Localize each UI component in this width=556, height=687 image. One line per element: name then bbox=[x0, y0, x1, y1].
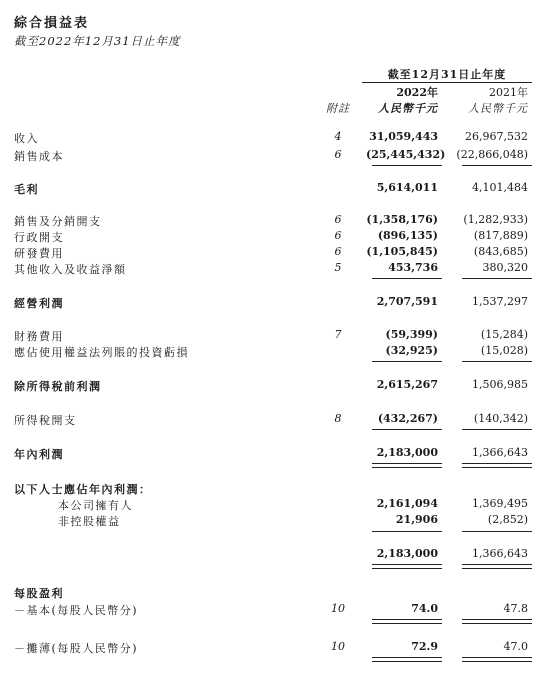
value-2022: (432,267) bbox=[377, 412, 438, 425]
row-income-tax bbox=[0, 412, 556, 428]
subtotal-rule bbox=[462, 429, 532, 430]
value-2022: 21,906 bbox=[395, 513, 438, 526]
row-label: 除所得稅前利潤 bbox=[14, 380, 102, 393]
value-2021: 26,967,532 bbox=[465, 130, 528, 143]
row-rd-expenses bbox=[0, 245, 556, 261]
value-2021: (817,889) bbox=[473, 229, 528, 242]
row-label: 收入 bbox=[14, 132, 39, 145]
row-note: 6 bbox=[334, 148, 342, 161]
value-2022: (1,105,845) bbox=[366, 245, 438, 258]
row-label: 其他收入及收益淨額 bbox=[14, 263, 127, 276]
row-gross-profit bbox=[0, 181, 556, 197]
value-2022: 2,183,000 bbox=[376, 446, 438, 459]
total-double-rule bbox=[372, 564, 442, 569]
row-profit-before-tax bbox=[0, 378, 556, 394]
value-2022: 2,161,094 bbox=[376, 497, 438, 510]
row-revenue bbox=[0, 130, 556, 146]
value-2022: 2,615,267 bbox=[376, 378, 438, 391]
subtotal-rule bbox=[372, 278, 442, 279]
row-label: 銷售成本 bbox=[14, 150, 64, 163]
value-2021: 1,369,495 bbox=[472, 497, 528, 510]
value-2021: (15,284) bbox=[480, 328, 528, 341]
row-admin-expenses bbox=[0, 229, 556, 245]
row-label: 所得稅開支 bbox=[14, 414, 77, 427]
period-header-rule bbox=[362, 82, 532, 83]
row-attributable-total bbox=[0, 547, 556, 563]
row-label: 應佔使用權益法列賬的投資虧損 bbox=[14, 346, 189, 359]
row-note: 5 bbox=[334, 261, 342, 274]
value-2022: (25,445,432) bbox=[366, 148, 446, 161]
row-label: 年內利潤 bbox=[14, 448, 64, 461]
row-share-of-loss bbox=[0, 344, 556, 360]
row-note: 6 bbox=[334, 213, 342, 226]
value-2021: 47.8 bbox=[503, 602, 528, 615]
row-cost-of-sales bbox=[0, 148, 556, 164]
row-label: －攤薄(每股人民幣分) bbox=[14, 642, 139, 655]
row-selling-expenses bbox=[0, 213, 556, 229]
row-finance-costs bbox=[0, 328, 556, 344]
row-label: 非控股權益 bbox=[58, 515, 121, 528]
row-label: 以下人士應佔年內利潤： bbox=[14, 483, 152, 496]
statement-subtitle: 截至2022年12月31日止年度 bbox=[14, 34, 181, 48]
value-2021: 1,506,985 bbox=[472, 378, 528, 391]
row-label: 毛利 bbox=[14, 183, 39, 196]
value-2021: (843,685) bbox=[473, 245, 528, 258]
value-2022: 31,059,443 bbox=[369, 130, 438, 143]
unit-2021-header: 人民幣千元 bbox=[468, 102, 528, 115]
value-2022: 453,736 bbox=[388, 261, 438, 274]
value-2022: (59,399) bbox=[385, 328, 438, 341]
row-label: 研發費用 bbox=[14, 247, 64, 260]
value-2021: (2,852) bbox=[487, 513, 528, 526]
row-note: 10 bbox=[331, 602, 345, 615]
value-2021: 1,537,297 bbox=[472, 295, 528, 308]
value-2022: (1,358,176) bbox=[366, 213, 438, 226]
row-label: 行政開支 bbox=[14, 231, 64, 244]
value-2022: (32,925) bbox=[385, 344, 438, 357]
value-2021: (140,342) bbox=[473, 412, 528, 425]
value-2022: (896,135) bbox=[377, 229, 438, 242]
row-owners bbox=[0, 497, 556, 513]
year-2021-header: 2021年 bbox=[489, 86, 528, 99]
row-label: －基本(每股人民幣分) bbox=[14, 604, 139, 617]
row-other-income bbox=[0, 261, 556, 277]
value-2022: 74.0 bbox=[411, 602, 438, 615]
total-double-rule bbox=[372, 657, 442, 662]
value-2021: 1,366,643 bbox=[472, 446, 528, 459]
row-attributable-heading bbox=[0, 481, 556, 497]
value-2021: 47.0 bbox=[503, 640, 528, 653]
statement-title: 綜合損益表 bbox=[14, 16, 90, 31]
note-column-header: 附註 bbox=[326, 102, 350, 115]
row-label: 財務費用 bbox=[14, 330, 64, 343]
subtotal-rule bbox=[372, 165, 442, 166]
row-label: 每股盈利 bbox=[14, 587, 64, 600]
subtotal-rule bbox=[462, 531, 532, 532]
row-eps-heading bbox=[0, 585, 556, 601]
value-2022: 2,183,000 bbox=[376, 547, 438, 560]
value-2021: 380,320 bbox=[482, 261, 528, 274]
subtotal-rule bbox=[462, 278, 532, 279]
total-double-rule bbox=[372, 619, 442, 624]
unit-2022-header: 人民幣千元 bbox=[378, 102, 438, 115]
row-note: 4 bbox=[334, 130, 342, 143]
period-header: 截至12月31日止年度 bbox=[387, 68, 507, 81]
total-double-rule bbox=[462, 463, 532, 468]
row-operating-profit bbox=[0, 295, 556, 311]
row-profit-for-year bbox=[0, 446, 556, 462]
value-2021: (22,866,048) bbox=[456, 148, 528, 161]
row-note: 6 bbox=[334, 245, 342, 258]
row-eps-diluted bbox=[0, 640, 556, 656]
total-double-rule bbox=[462, 619, 532, 624]
row-note: 6 bbox=[334, 229, 342, 242]
value-2021: 1,366,643 bbox=[472, 547, 528, 560]
subtotal-rule bbox=[372, 429, 442, 430]
total-double-rule bbox=[462, 564, 532, 569]
subtotal-rule bbox=[462, 165, 532, 166]
row-note: 10 bbox=[331, 640, 345, 653]
value-2021: (1,282,933) bbox=[463, 213, 528, 226]
total-double-rule bbox=[372, 463, 442, 468]
row-note: 7 bbox=[334, 328, 342, 341]
value-2021: 4,101,484 bbox=[472, 181, 528, 194]
value-2022: 5,614,011 bbox=[376, 181, 438, 194]
row-eps-basic bbox=[0, 602, 556, 618]
row-label: 本公司擁有人 bbox=[58, 499, 133, 512]
value-2021: (15,028) bbox=[480, 344, 528, 357]
value-2022: 2,707,591 bbox=[376, 295, 438, 308]
row-note: 8 bbox=[334, 412, 342, 425]
subtotal-rule bbox=[372, 531, 442, 532]
subtotal-rule bbox=[462, 361, 532, 362]
subtotal-rule bbox=[372, 361, 442, 362]
row-label: 銷售及分銷開支 bbox=[14, 215, 102, 228]
row-nci bbox=[0, 513, 556, 529]
value-2022: 72.9 bbox=[411, 640, 438, 653]
total-double-rule bbox=[462, 657, 532, 662]
year-2022-header: 2022年 bbox=[396, 86, 438, 99]
row-label: 經營利潤 bbox=[14, 297, 64, 310]
